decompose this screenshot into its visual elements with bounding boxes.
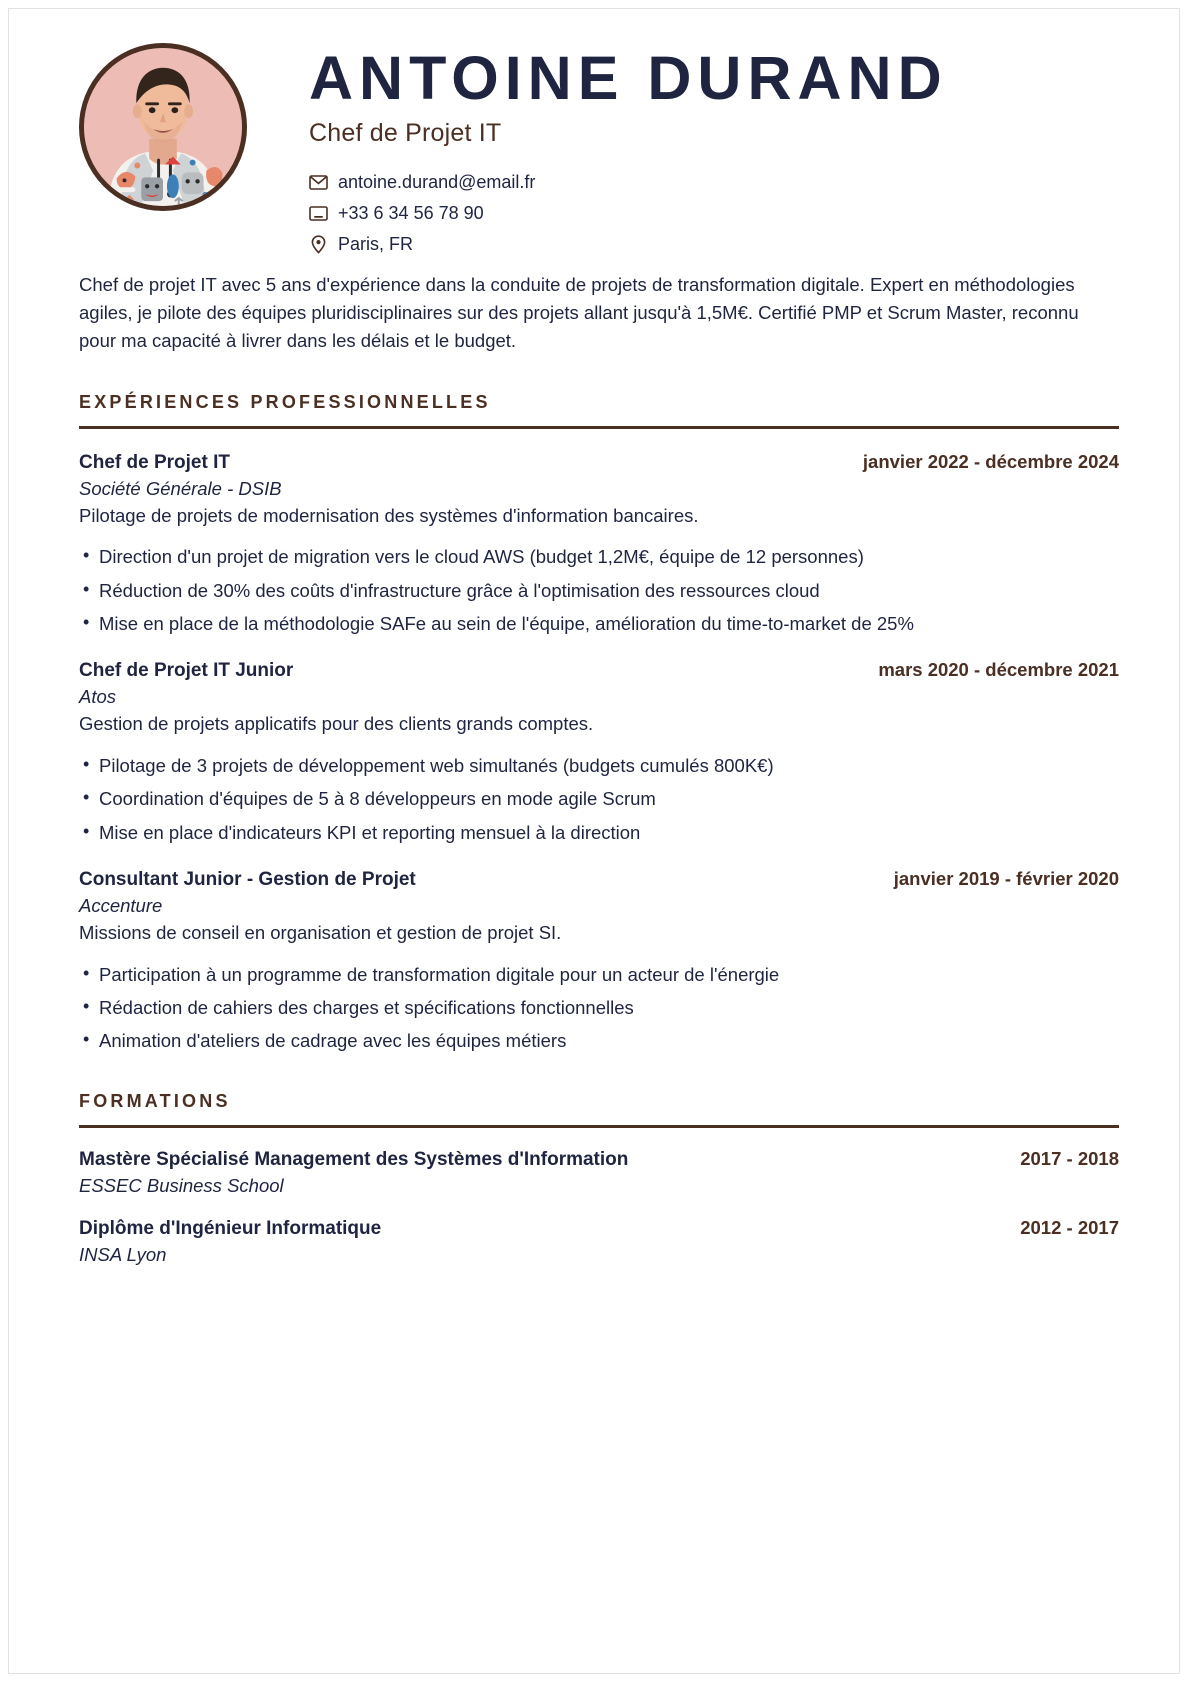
experience-description: Pilotage de projets de modernisation des systèmes d'information bancaires.: [79, 504, 699, 526]
experience-bullets: [79, 962, 1119, 1055]
page-title: ANTOINE DURAND: [309, 44, 948, 112]
list-item: • Animation d'ateliers de cadrage avec les équipes métiers: [79, 1028, 1119, 1054]
resume-page: [8, 8, 1180, 1674]
experience-role: Chef de Projet IT Junior: [79, 660, 294, 682]
profile-photo-illustration: [84, 48, 242, 206]
experience-dates: janvier 2019 - février 2020: [893, 867, 1119, 889]
section-education: [79, 1091, 1119, 1266]
experience-role: Consultant Junior - Gestion de Projet: [79, 868, 416, 890]
education-school: ESSEC Business School: [79, 1174, 284, 1196]
contact-phone-value: +33 6 34 56 78 90: [338, 203, 484, 224]
section-divider-education: [79, 1125, 1119, 1128]
education-dates: 2017 - 2018: [1020, 1147, 1119, 1169]
experience-organization: Société Générale - DSIB: [79, 477, 282, 499]
list-item: • Coordination d'équipes de 5 à 8 développeurs en mode agile Scrum: [79, 786, 1119, 812]
list-item: • Mise en place de la méthodologie SAFe au sein de l'équipe, amélioration du time-to-market de 25%: [79, 611, 1119, 637]
experience-role: Chef de Projet IT: [79, 451, 230, 473]
location-pin-icon: [309, 235, 328, 254]
education-entry-header: [79, 1217, 1119, 1240]
experience-organization: Atos: [79, 686, 117, 708]
experience-organization: Accenture: [79, 894, 163, 916]
experience-bullets: [79, 544, 1119, 637]
job-title: Chef de Projet IT: [309, 119, 502, 148]
experience-entry: [79, 659, 1119, 846]
experience-bullets: [79, 753, 1119, 846]
list-item: • Rédaction de cahiers des charges et spécifications fonctionnelles: [79, 995, 1119, 1021]
experience-entry: [79, 868, 1119, 1055]
experience-description: Missions de conseil en organisation et gestion de projet SI.: [79, 921, 562, 943]
education-dates: 2012 - 2017: [1020, 1216, 1119, 1238]
experience-description: Gestion de projets applicatifs pour des clients grands comptes.: [79, 713, 594, 735]
section-title-experience: EXPÉRIENCES PROFESSIONNELLES: [79, 391, 491, 412]
education-degree: Mastère Spécialisé Management des Systèmes d'Information: [79, 1148, 629, 1170]
phone-icon: [309, 204, 328, 223]
education-entry: [79, 1217, 1119, 1266]
experience-dates: mars 2020 - décembre 2021: [878, 659, 1119, 681]
profile-summary: Chef de projet IT avec 5 ans d'expérience dans la conduite de projets de transformation digitale. Expert en méthodologies agiles, je pilote des équipes pluridisciplinaires sur des projets allant jusqu'à 1,5M€. Certifié PMP et Scrum Master, reconnu pour ma capacité à livrer dans les délais et le budget.: [79, 274, 1079, 352]
experience-entry-header: [79, 659, 1119, 682]
avatar: [79, 43, 247, 211]
list-item: • Réduction de 30% des coûts d'infrastructure grâce à l'optimisation des ressources cloud: [79, 578, 1119, 604]
avatar-container: [79, 35, 255, 211]
list-item: • Participation à un programme de transformation digitale pour un acteur de l'énergie: [79, 962, 1119, 988]
section-experience: [79, 392, 1119, 1055]
list-item: • Pilotage de 3 projets de développement web simultanés (budgets cumulés 800K€): [79, 753, 1119, 779]
experience-entry-header: [79, 868, 1119, 891]
education-entry: [79, 1148, 1119, 1197]
envelope-icon: [309, 173, 328, 192]
contact-location[interactable]: [309, 234, 1119, 255]
resume-content: [9, 9, 1179, 1266]
list-item: • Mise en place d'indicateurs KPI et reporting mensuel à la direction: [79, 820, 1119, 846]
resume-header: [79, 35, 1119, 265]
education-school: INSA Lyon: [79, 1243, 167, 1265]
contact-phone[interactable]: [309, 203, 1119, 224]
contact-email-value: antoine.durand@email.fr: [338, 172, 536, 193]
education-degree: Diplôme d'Ingénieur Informatique: [79, 1217, 382, 1239]
experience-dates: janvier 2022 - décembre 2024: [862, 450, 1119, 472]
contact-location-value: Paris, FR: [338, 234, 414, 255]
experience-entry-header: [79, 451, 1119, 474]
header-text-block: [255, 35, 1119, 265]
experience-entry: [79, 451, 1119, 638]
section-divider-experience: [79, 426, 1119, 429]
contact-list: [309, 172, 1119, 255]
contact-email[interactable]: [309, 172, 1119, 193]
education-entry-header: [79, 1148, 1119, 1171]
section-title-education: FORMATIONS: [79, 1090, 231, 1111]
list-item: • Direction d'un projet de migration vers le cloud AWS (budget 1,2M€, équipe de 12 personnes): [79, 544, 1119, 570]
